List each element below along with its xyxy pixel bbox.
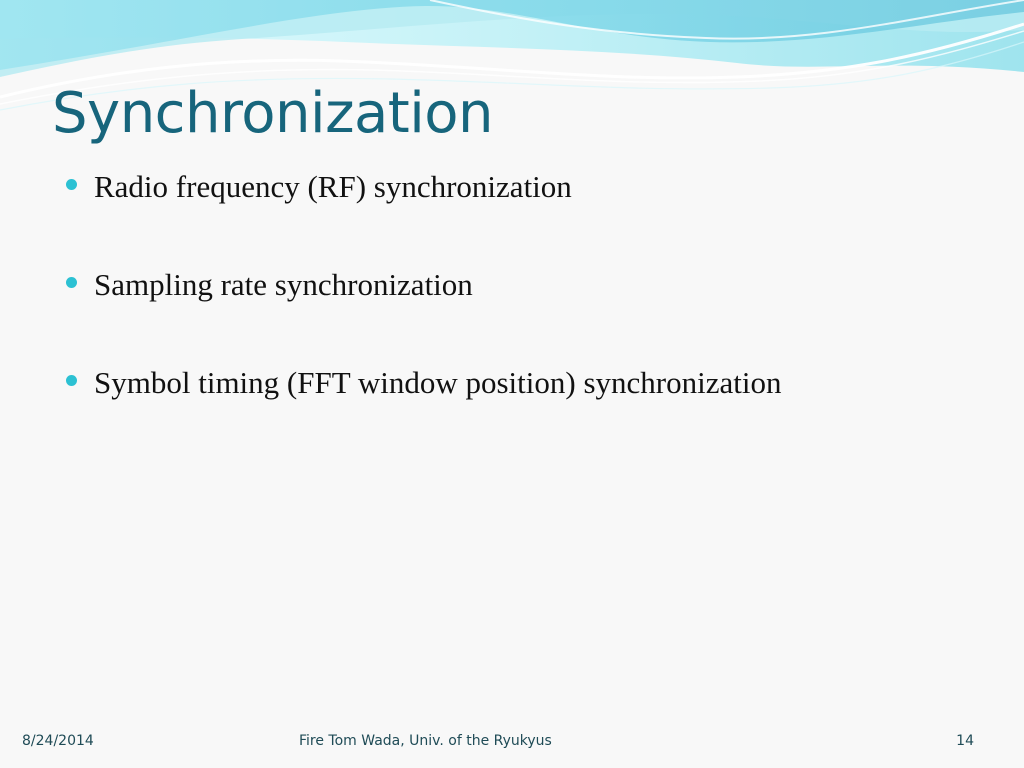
bullet-text: Sampling rate synchronization	[94, 267, 473, 302]
bullet-text: Radio frequency (RF) synchronization	[94, 169, 572, 204]
footer-author-institution: Fire Tom Wada, Univ. of the Ryukyus	[299, 733, 552, 749]
bullet-text: Symbol timing (FFT window position) synchronization	[94, 365, 782, 400]
bullet-dot-icon	[66, 277, 77, 288]
slide-page-number: 14	[956, 733, 974, 749]
footer-date: 8/24/2014	[22, 733, 94, 749]
slide-title: Synchronization	[52, 81, 494, 146]
bullet-dot-icon	[66, 375, 77, 386]
bullet-dot-icon	[66, 179, 77, 190]
